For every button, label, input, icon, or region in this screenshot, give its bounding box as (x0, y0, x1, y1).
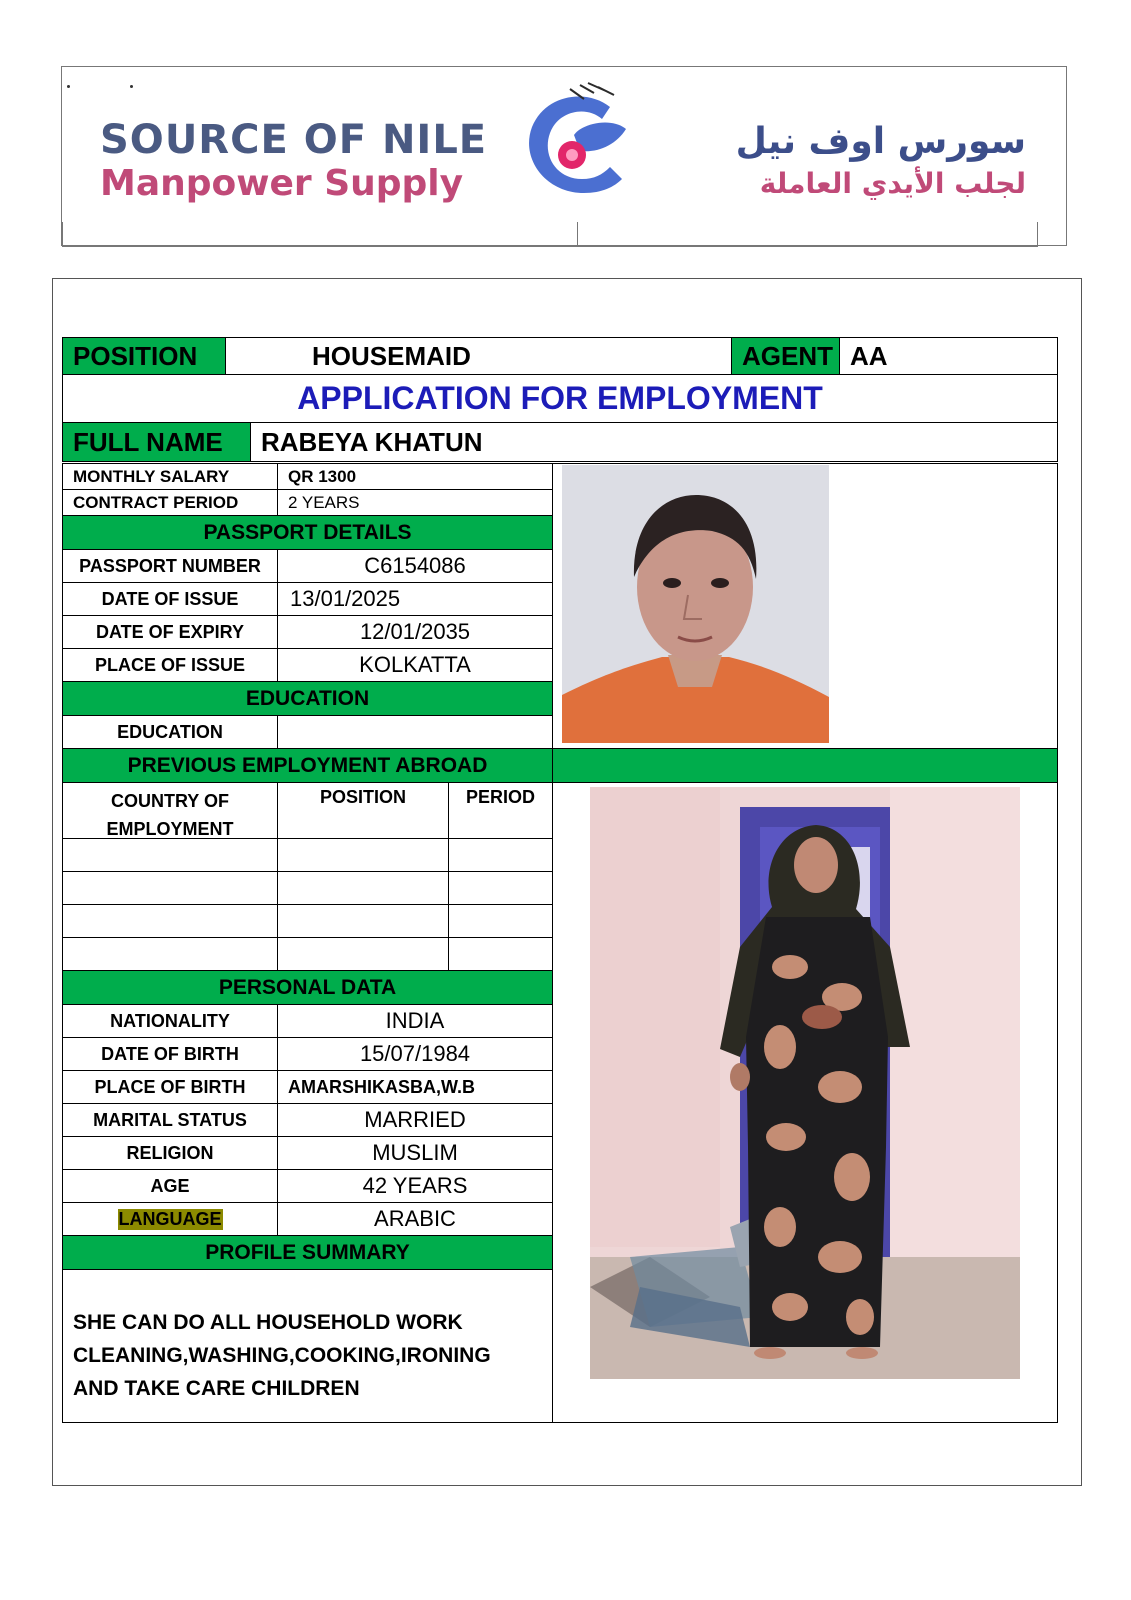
country-of-employment-line1: COUNTRY OF (110, 791, 229, 811)
previous-employment-heading-extension (552, 748, 1058, 783)
speck (67, 85, 70, 88)
place-of-issue-value: KOLKATTA (277, 648, 553, 682)
period-column-header: PERIOD (448, 782, 553, 839)
previous-employment-cell (448, 937, 553, 971)
previous-employment-cell (277, 937, 449, 971)
language-value: ARABIC (277, 1202, 553, 1236)
previous-employment-cell (448, 904, 553, 938)
full-length-photo (590, 787, 1020, 1379)
contract-period-label: CONTRACT PERIOD (62, 489, 278, 516)
previous-employment-cell (62, 937, 278, 971)
date-of-birth-value: 15/07/1984 (277, 1037, 553, 1071)
passport-number-label: PASSPORT NUMBER (62, 549, 278, 583)
full-name-label: FULL NAME (62, 422, 251, 462)
profile-summary-line1: SHE CAN DO ALL HOUSEHOLD WORK (73, 1310, 463, 1334)
date-of-issue-value: 13/01/2025 (277, 582, 553, 616)
date-of-expiry-label: DATE OF EXPIRY (62, 615, 278, 649)
nationality-value: INDIA (277, 1004, 553, 1038)
brand-name-ar: سورس اوف نيل (735, 121, 1026, 162)
nationality-label: NATIONALITY (62, 1004, 278, 1038)
religion-value: MUSLIM (277, 1136, 553, 1170)
education-value (277, 715, 553, 749)
country-of-employment-line2: EMPLOYMENT (106, 819, 234, 839)
form-title: APPLICATION FOR EMPLOYMENT (62, 374, 1058, 423)
language-label-cell (62, 1202, 278, 1236)
profile-summary-line3: AND TAKE CARE CHILDREN (73, 1376, 360, 1400)
position-value: HOUSEMAID (225, 337, 732, 375)
date-of-issue-label: DATE OF ISSUE (62, 582, 278, 616)
place-of-birth-value: AMARSHIKASBA,W.B (277, 1070, 553, 1104)
company-header (61, 66, 1067, 246)
brand-arabic (736, 119, 1026, 203)
marital-status-value: MARRIED (277, 1103, 553, 1137)
profile-summary-line2: CLEANING,WASHING,COOKING,IRONING (73, 1343, 491, 1367)
header-bottom-cell (578, 222, 1038, 247)
monthly-salary-value: QR 1300 (277, 463, 553, 490)
previous-employment-cell (277, 871, 449, 905)
previous-employment-cell (448, 871, 553, 905)
passport-photo-image (562, 465, 829, 743)
education-label: EDUCATION (62, 715, 278, 749)
education-heading: EDUCATION (62, 681, 553, 716)
previous-employment-cell (62, 904, 278, 938)
monthly-salary-label: MONTHLY SALARY (62, 463, 278, 490)
place-of-issue-label: PLACE OF ISSUE (62, 648, 278, 682)
full-name-value: RABEYA KHATUN (250, 422, 1058, 462)
religion-label: RELIGION (62, 1136, 278, 1170)
previous-employment-cell (448, 838, 553, 872)
previous-employment-cell (277, 904, 449, 938)
agent-label: AGENT (731, 337, 840, 375)
profile-summary-heading: PROFILE SUMMARY (62, 1235, 553, 1270)
company-logo-icon (510, 75, 650, 215)
language-label: LANGUAGE (118, 1208, 222, 1229)
header-bottom-row (62, 222, 1038, 247)
position-label: POSITION (62, 337, 226, 375)
profile-summary-text (62, 1269, 553, 1423)
country-of-employment-header (62, 782, 278, 839)
brand-tagline-en: Manpower Supply (100, 163, 464, 204)
speck (130, 85, 133, 88)
date-of-expiry-value: 12/01/2035 (277, 615, 553, 649)
age-value: 42 YEARS (277, 1169, 553, 1203)
brand-tagline-ar: لجلب الأيدي العاملة (759, 167, 1026, 200)
previous-employment-cell (62, 838, 278, 872)
passport-photo (562, 465, 829, 743)
previous-employment-cell (277, 838, 449, 872)
personal-data-heading: PERSONAL DATA (62, 970, 553, 1005)
brand-english (100, 117, 487, 205)
marital-status-label: MARITAL STATUS (62, 1103, 278, 1137)
previous-employment-cell (62, 871, 278, 905)
passport-details-heading: PASSPORT DETAILS (62, 515, 553, 550)
previous-employment-heading: PREVIOUS EMPLOYMENT ABROAD (62, 748, 553, 783)
header-bottom-cell (63, 222, 578, 247)
agent-value: AA (839, 337, 1058, 375)
date-of-birth-label: DATE OF BIRTH (62, 1037, 278, 1071)
contract-period-value: 2 YEARS (277, 489, 553, 516)
position-column-header: POSITION (277, 782, 449, 839)
brand-name-en: SOURCE OF NILE (100, 117, 488, 163)
full-length-photo-image (590, 787, 1020, 1379)
age-label: AGE (62, 1169, 278, 1203)
passport-number-value: C6154086 (277, 549, 553, 583)
place-of-birth-label: PLACE OF BIRTH (62, 1070, 278, 1104)
